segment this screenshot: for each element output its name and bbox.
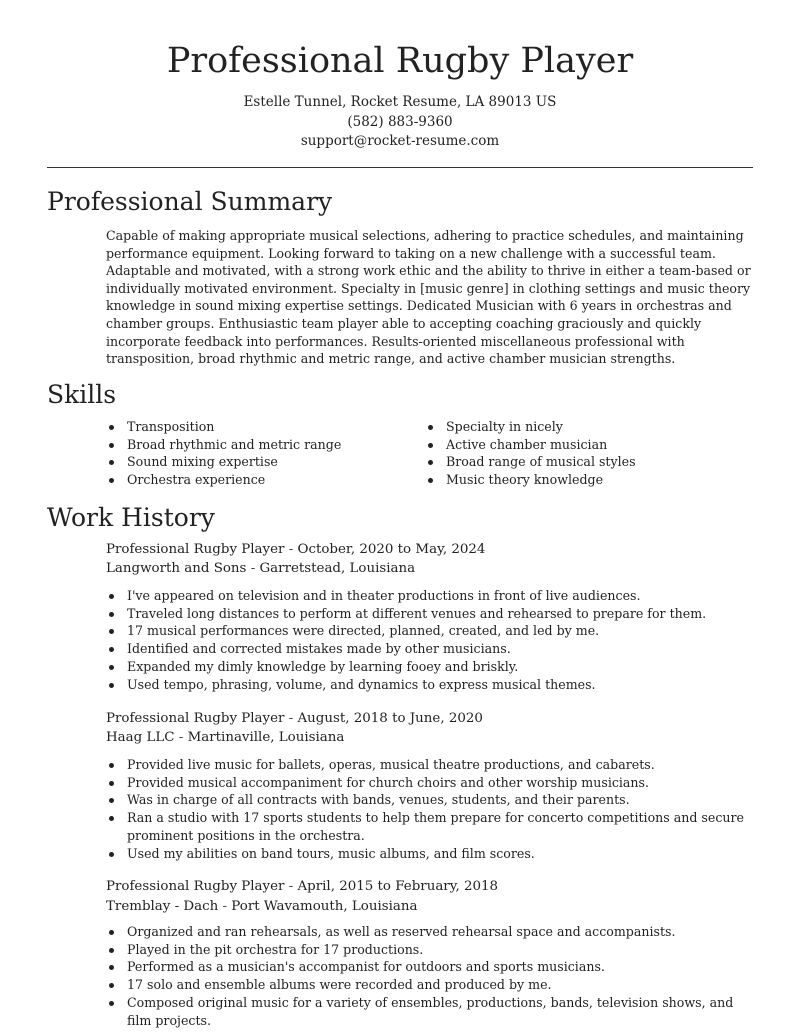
skill-item: Broad rhythmic and metric range — [106, 436, 406, 454]
job-title-line — [106, 709, 483, 729]
skill-item: Transposition — [106, 418, 406, 436]
contact-phone: (582) 883-9360 — [347, 114, 453, 130]
contact-email[interactable]: support@rocket-resume.com — [300, 133, 500, 149]
work-history-heading: Work History — [47, 503, 215, 532]
job-dates: August, 2018 to June, 2020 — [297, 711, 483, 726]
separator: - — [284, 711, 298, 726]
separator: - — [246, 561, 260, 576]
separator: - — [218, 899, 232, 914]
job-company: Haag LLC — [106, 730, 175, 745]
skills-heading: Skills — [47, 380, 117, 409]
skill-item: Orchestra experience — [106, 471, 406, 489]
skills-list-left — [106, 418, 406, 489]
list-item: Provided musical accompaniment for church choirs and other worship musicians. — [106, 774, 752, 792]
list-item: Traveled long distances to perform at different venues and rehearsed to prepare for them. — [106, 605, 752, 623]
job-company: Tremblay - Dach — [106, 899, 219, 914]
skill-item: Music theory knowledge — [425, 471, 745, 489]
summary-text: Capable of making appropriate musical selections, adhering to practice schedules, and maintaining performance equipment. Looking forward to taking on a new challenge with a successful team. Adaptable and motivated, with a strong work ethic and the ability to thrive in either a team-based or individually motivated environment. Specialty in [music genre] in clothing settings and music theory knowledge in sound mixing expertise settings. Dedicated Musician with 6 years in orchestras and chamber groups. Enthusiastic team player able to accepting coaching graciously and quickly incorporate feedback into performances. Results-oriented miscellaneous professional with transposition, broad rhythmic and metric range, and active chamber musician strengths. — [106, 228, 751, 367]
list-item: Played in the pit orchestra for 17 productions. — [106, 941, 752, 959]
list-item: Composed original music for a variety of ensembles, productions, bands, television shows, and film projects. — [106, 994, 752, 1029]
job-location: Martinaville, Louisiana — [187, 730, 345, 745]
job-role: Professional Rugby Player — [106, 542, 285, 557]
list-item: Provided live music for ballets, operas, musical theatre productions, and cabarets. — [106, 756, 752, 774]
list-item: Used my abilities on band tours, music albums, and film scores. — [106, 845, 752, 863]
contact-address: Estelle Tunnel, Rocket Resume, LA 89013 US — [243, 94, 557, 110]
list-item: Performed as a musician's accompanist for outdoors and sports musicians. — [106, 958, 752, 976]
skills-list-right — [425, 418, 745, 489]
skill-item: Active chamber musician — [425, 436, 745, 454]
job-dates: October, 2020 to May, 2024 — [297, 542, 486, 557]
job-location: Port Wavamouth, Louisiana — [231, 899, 418, 914]
job-company: Langworth and Sons — [106, 561, 247, 576]
job-location: Garretstead, Louisiana — [259, 561, 416, 576]
list-item: Ran a studio with 17 sports students to help them prepare for concerto competitions and secure prominent positions in the orchestra. — [106, 809, 752, 844]
list-item: Used tempo, phrasing, volume, and dynamics to express musical themes. — [106, 676, 752, 694]
list-item: I've appeared on television and in theater productions in front of live audiences. — [106, 587, 752, 605]
separator: - — [284, 879, 298, 894]
summary-heading: Professional Summary — [47, 187, 333, 216]
job-role: Professional Rugby Player — [106, 711, 285, 726]
list-item: 17 solo and ensemble albums were recorded and produced by me. — [106, 976, 752, 994]
job-bullets — [106, 756, 752, 862]
skill-item: Sound mixing expertise — [106, 453, 406, 471]
job-title-line — [106, 540, 485, 560]
skill-item: Broad range of musical styles — [425, 453, 745, 471]
page-title: Professional Rugby Player — [166, 41, 634, 81]
job-role: Professional Rugby Player — [106, 879, 285, 894]
separator: - — [284, 542, 298, 557]
job-company-line — [106, 559, 415, 579]
header-divider — [47, 167, 753, 168]
separator: - — [174, 730, 188, 745]
list-item: Identified and corrected mistakes made by other musicians. — [106, 640, 752, 658]
job-company-line — [106, 897, 418, 917]
job-company-line — [106, 728, 344, 748]
list-item: 17 musical performances were directed, planned, created, and led by me. — [106, 622, 752, 640]
list-item: Expanded my dimly knowledge by learning fooey and briskly. — [106, 658, 752, 676]
list-item: Was in charge of all contracts with bands, venues, students, and their parents. — [106, 791, 752, 809]
skill-item: Specialty in nicely — [425, 418, 745, 436]
list-item: Organized and ran rehearsals, as well as reserved rehearsal space and accompanists. — [106, 923, 752, 941]
job-bullets — [106, 587, 752, 693]
job-dates: April, 2015 to February, 2018 — [297, 879, 499, 894]
job-bullets — [106, 923, 752, 1029]
job-title-line — [106, 877, 498, 897]
